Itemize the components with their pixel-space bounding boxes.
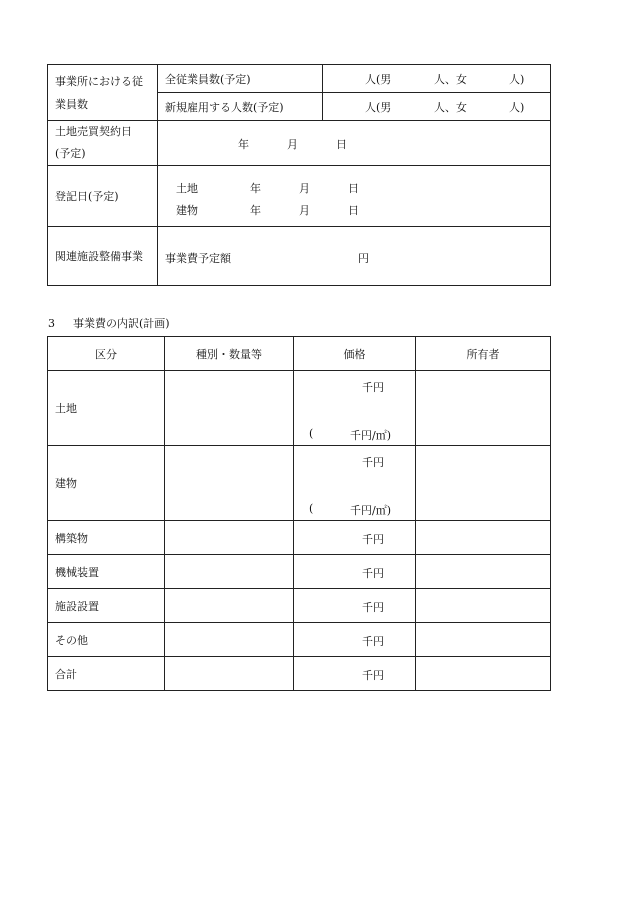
registration-building-day-unit: 日 — [348, 204, 359, 217]
section-title: 事業費の内訳(計画) — [73, 317, 170, 330]
facility-installation-owner[interactable] — [416, 589, 551, 623]
structures-type-quantity[interactable] — [165, 521, 294, 555]
new-hires-label: 新規雇用する人数(予定) — [158, 93, 323, 121]
registration-building-label: 建物 — [176, 204, 198, 217]
land-owner[interactable] — [416, 371, 551, 446]
land-type-quantity[interactable] — [165, 371, 294, 446]
land-price-unit: 千円 — [362, 381, 384, 394]
machinery-price-unit: 千円 — [362, 567, 384, 580]
total-people-unit: 人(男 — [365, 73, 392, 86]
related-facility-value[interactable] — [158, 227, 551, 286]
registration-land-month-unit: 月 — [299, 182, 310, 195]
header-type-quantity: 種別・数量等 — [165, 337, 294, 371]
registration-land-day-unit: 日 — [348, 182, 359, 195]
contract-date-value[interactable] — [158, 121, 551, 166]
new-hires-value[interactable] — [323, 93, 551, 121]
building-price-unit: 千円 — [362, 456, 384, 469]
planned-cost-unit: 円 — [358, 252, 369, 265]
other-price-unit: 千円 — [362, 635, 384, 648]
table-row — [48, 371, 551, 446]
total-owner[interactable] — [416, 657, 551, 691]
section-number: 3 — [48, 317, 55, 330]
table-row — [48, 589, 551, 623]
contract-date-label-line2: (予定) — [55, 147, 86, 160]
new-people-unit: 人(男 — [365, 101, 392, 114]
category-machinery: 機械装置 — [48, 555, 165, 589]
planned-cost-label: 事業費予定額 — [165, 252, 231, 265]
header-category: 区分 — [48, 337, 165, 371]
related-facility-label: 関連施設整備事業 — [48, 227, 158, 286]
registration-date-value[interactable] — [158, 166, 551, 227]
contract-month-unit: 月 — [287, 138, 298, 151]
category-building: 建物 — [48, 446, 165, 521]
category-structures: 構築物 — [48, 521, 165, 555]
contract-day-unit: 日 — [336, 138, 347, 151]
header-owner: 所有者 — [416, 337, 551, 371]
other-owner[interactable] — [416, 623, 551, 657]
building-owner[interactable] — [416, 446, 551, 521]
breakdown-header-row — [48, 337, 551, 371]
total-price[interactable] — [294, 657, 416, 691]
cost-breakdown-table — [47, 336, 551, 691]
table-row — [48, 623, 551, 657]
total-men-unit: 人、女 — [434, 73, 467, 86]
total-employees-value[interactable] — [323, 65, 551, 93]
category-land: 土地 — [48, 371, 165, 446]
other-type-quantity[interactable] — [165, 623, 294, 657]
table-row — [48, 555, 551, 589]
machinery-price[interactable] — [294, 555, 416, 589]
contract-date-label-line1: 土地売買契約日 — [55, 125, 132, 138]
project-info-table — [47, 64, 551, 286]
facility-installation-price-unit: 千円 — [362, 601, 384, 614]
structures-price[interactable] — [294, 521, 416, 555]
registration-date-label: 登記日(予定) — [48, 166, 158, 227]
contract-date-label — [48, 121, 158, 166]
registration-building-month-unit: 月 — [299, 204, 310, 217]
machinery-owner[interactable] — [416, 555, 551, 589]
facility-installation-price[interactable] — [294, 589, 416, 623]
structures-price-unit: 千円 — [362, 533, 384, 546]
category-other: その他 — [48, 623, 165, 657]
facility-installation-type-quantity[interactable] — [165, 589, 294, 623]
total-employees-label: 全従業員数(予定) — [158, 65, 323, 93]
registration-land-label: 土地 — [176, 182, 198, 195]
land-per-area-open: ( — [309, 427, 314, 440]
section-heading — [48, 315, 170, 331]
total-price-unit: 千円 — [362, 669, 384, 682]
building-per-area-unit: 千円/㎡) — [350, 504, 391, 517]
other-price[interactable] — [294, 623, 416, 657]
table-row — [48, 657, 551, 691]
building-per-area-open: ( — [309, 502, 314, 515]
structures-owner[interactable] — [416, 521, 551, 555]
header-price: 価格 — [294, 337, 416, 371]
table-row — [48, 446, 551, 521]
employee-count-label-line2: 業員数 — [55, 97, 88, 111]
land-per-area-unit: 千円/㎡) — [350, 429, 391, 442]
registration-building-year-unit: 年 — [250, 204, 261, 217]
contract-year-unit: 年 — [238, 138, 249, 151]
table-row — [48, 521, 551, 555]
new-women-unit: 人) — [509, 101, 525, 114]
employee-count-label-line1: 事業所における従 — [55, 74, 143, 88]
land-price[interactable] — [294, 371, 416, 446]
machinery-type-quantity[interactable] — [165, 555, 294, 589]
category-total: 合計 — [48, 657, 165, 691]
employee-count-label — [48, 65, 158, 121]
building-price[interactable] — [294, 446, 416, 521]
total-women-unit: 人) — [509, 73, 525, 86]
building-type-quantity[interactable] — [165, 446, 294, 521]
new-men-unit: 人、女 — [434, 101, 467, 114]
category-facility-installation: 施設設置 — [48, 589, 165, 623]
total-type-quantity[interactable] — [165, 657, 294, 691]
registration-land-year-unit: 年 — [250, 182, 261, 195]
